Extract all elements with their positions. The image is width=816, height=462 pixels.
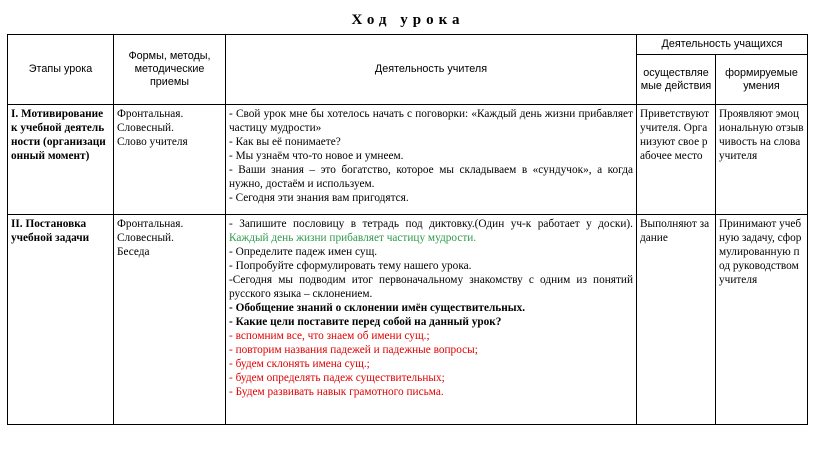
header-students-actions: осуществляемые действия (637, 55, 716, 105)
actions-cell: Приветствуют учителя. Организуют свое рабочее место (637, 105, 716, 215)
teacher-line: -Сегодня мы подводим итог первоначальному знакомству с одним из понятий русского языка – склонением. (229, 274, 633, 300)
teacher-line: - Мы узнаём что-то новое и умнеем. (229, 150, 404, 162)
teacher-line: - Какие цели поставите перед собой на данный урок? (229, 316, 502, 328)
header-students: Деятельность учащихся (637, 35, 808, 55)
stage-cell: I. Мотивирование к учебной деятельности (организационный момент) (8, 105, 114, 215)
skills-cell: Проявляют эмоциональную отзывчивость на слова учителя (716, 105, 808, 215)
lesson-table (7, 34, 808, 425)
header-stages: Этапы урока (8, 35, 114, 105)
stage-cell: II. Постановка учебной задачи (8, 215, 114, 425)
forms-cell (114, 215, 226, 425)
teacher-line: - Как вы её понимаете? (229, 136, 341, 148)
teacher-first-text: - Запишите пословицу в тетрадь под диктовку.(Один уч-к работает у доски). (229, 218, 633, 230)
table-row (8, 215, 808, 425)
header-forms: Формы, методы, методические приемы (114, 35, 226, 105)
table-row (8, 105, 808, 215)
forms-item: Фронтальная. (117, 108, 184, 120)
proverb-text: Каждый день жизни прибавляет частицу мудрости. (229, 232, 477, 244)
goal-line: - будем склонять имена сущ.; (229, 358, 370, 370)
goal-line: - повторим названия падежей и падежные вопросы; (229, 344, 478, 356)
forms-item: Беседа (117, 246, 150, 258)
goal-line: - Будем развивать навык грамотного письма. (229, 386, 444, 398)
teacher-line: - Определите падеж имен сущ. (229, 246, 378, 258)
teacher-cell (226, 105, 637, 215)
forms-item: Словесный. (117, 232, 174, 244)
goal-line: - будем определять падеж существительных; (229, 372, 445, 384)
teacher-line: - Сегодня эти знания вам пригодятся. (229, 192, 409, 204)
forms-item: Слово учителя (117, 136, 188, 148)
teacher-line: - Попробуйте сформулировать тему нашего урока. (229, 260, 472, 272)
header-teacher: Деятельность учителя (226, 35, 637, 105)
skills-cell: Принимают учебную задачу, сформулированную под руководством учителя (716, 215, 808, 425)
teacher-cell (226, 215, 637, 425)
page-title: Ход урока (351, 12, 465, 28)
forms-item: Фронтальная. (117, 218, 184, 230)
teacher-line: - Обобщение знаний о склонении имён существительных. (229, 302, 526, 314)
teacher-line: - Ваши знания – это богатство, которое мы складываем в «сундучок», а когда нужно, достаём и используем. (229, 164, 633, 190)
actions-cell: Выполняют задание (637, 215, 716, 425)
header-students-skills: формируемые умения (716, 55, 808, 105)
teacher-line: - Свой урок мне бы хотелось начать с поговорки: «Каждый день жизни прибавляет частицу мудрости» (229, 108, 633, 134)
goal-line: - вспомним все, что знаем об имени сущ.; (229, 330, 430, 342)
teacher-line-first (229, 217, 633, 245)
forms-cell (114, 105, 226, 215)
forms-item: Словесный. (117, 122, 174, 134)
